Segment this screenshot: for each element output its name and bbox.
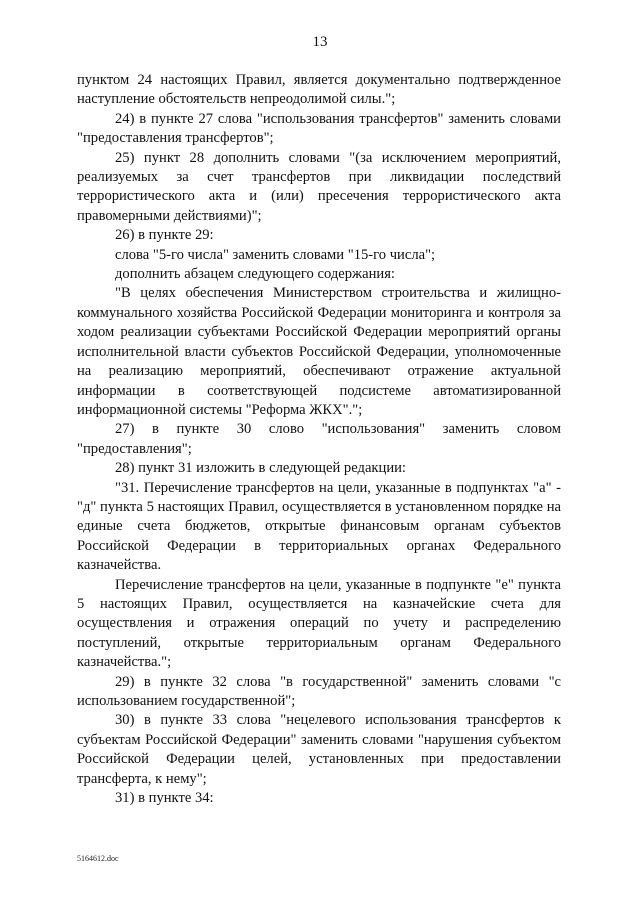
paragraph: 27) в пункте 30 слово "использования" заменить словом "предоставления"; [77,421,561,457]
paragraph: 25) пункт 28 дополнить словами "(за исключением мероприятий, реализуемых за счет трансфертов при ликвидации последствий террористического акта и (или) пресечения террористического акта правомерными действиями)"; [77,149,561,224]
page-number: 13 [312,34,328,50]
paragraph: 28) пункт 31 изложить в следующей редакции: [115,460,406,477]
paragraph: Перечисление трансфертов на цели, указанные в подпункте "е" пункта 5 настоящих Правил, осуществляется на казначейские счета для осуществления и отражения операций по учету и распределению поступлений, открытые территориальным органам Федерального казначейства."; [77,576,561,671]
paragraph: "31. Перечисление трансфертов на цели, указанные в подпунктах "а" - "д" пункта 5 настоящих Правил, осуществляется в установленном порядке на единые счета бюджетов, открытые финансовым органам субъектов Российской Федерации в территориальных органах Федерального казначейства. [77,479,561,574]
paragraph: 26) в пункте 29: [115,227,214,244]
paragraph: слова "5-го числа" заменить словами "15-го числа"; [115,246,436,263]
paragraph: пунктом 24 настоящих Правил, является документально подтвержденное наступление обстоятельств непреодолимой силы."; [77,72,561,108]
paragraph: 30) в пункте 33 слова "нецелевого использования трансфертов к субъектам Российской Федерации" заменить словами "нарушения субъектом Российской Федерации целей, установленных при предоставлении трансферта, к нему"; [77,712,561,787]
paragraph: дополнить абзацем следующего содержания: [115,266,395,283]
paragraph: "В целях обеспечения Министерством строительства и жилищно-коммунального хозяйства Российской Федерации мониторинга и контроля за ходом реализации субъектами Российской Федерации мероприятий органы исполнительной власти субъектов Российской Федерации, уполномоченные на реализацию мероприятий, обеспечивают отражение актуальной информации в соответствующей подсистеме автоматизированной информационной системы "Реформа ЖКХ"."; [77,285,561,418]
document-body [77,71,561,808]
paragraph: 29) в пункте 32 слова "в государственной" заменить словами "с использованием государственной"; [77,673,561,709]
paragraph: 31) в пункте 34: [115,790,214,807]
footer-file-code: 5164612.doc [77,854,119,863]
paragraph: 24) в пункте 27 слова "использования трансфертов" заменить словами "предоставления трансфертов"; [77,110,561,147]
